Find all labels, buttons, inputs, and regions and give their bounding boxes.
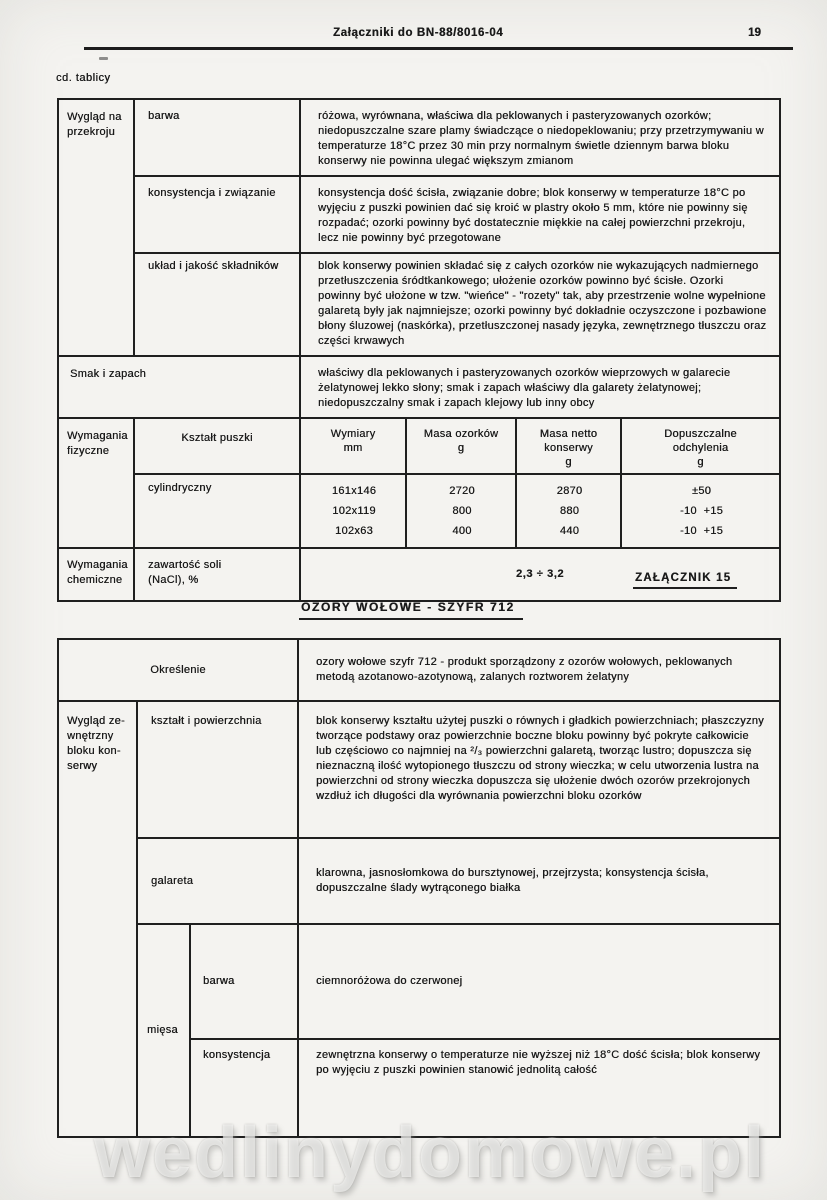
row-label-miesa: [137, 924, 190, 1137]
table-data-row: [58, 474, 780, 548]
column-header-ksztalt-puszki: [134, 418, 300, 474]
row-label-wymagania-chemiczne: [58, 548, 134, 601]
row-label-wyglad-na-przekroju: [58, 99, 134, 356]
param-text: kształt i powierzchnia: [151, 715, 262, 727]
document-title: OZORY WOŁOWE - SZYFR 712: [299, 600, 523, 620]
table-row: [58, 701, 780, 838]
param-cell: [190, 924, 298, 1039]
row-label-text: Wymagania fizyczne: [67, 430, 128, 457]
scan-artifact-dash: [99, 57, 108, 60]
header-rule: [84, 47, 793, 50]
desc-text: ciemnoróżowa do czerwonej: [316, 975, 463, 987]
row-label-text: Wygląd ze- wnętrzny bloku kon- serwy: [67, 715, 125, 772]
dims-cell: [300, 474, 406, 548]
table-row: [58, 99, 780, 176]
desc-text: różowa, wyrównana, właściwa dla peklowanych i pasteryzowanych ozorków; niedopuszczalne szare plamy świadczące o niedopeklowaniu; przy przetrzymywaniu w temperaturze 18°C przez 30 min przy normalnym świetle dziennym barwa bloku konserwy nie powinna ulegać większym zmianom: [318, 110, 764, 167]
param-text: zawartość soli (NaCl), %: [148, 558, 222, 586]
column-header-text: Dopuszczalne odchylenia g: [664, 428, 737, 468]
column-header-masa-netto: [516, 418, 621, 474]
table-row: [58, 924, 780, 1039]
net-mass-values: 2870 880 440: [556, 485, 583, 537]
param-text: barwa: [203, 975, 235, 987]
desc-text: ozory wołowe szyfr 712 - produkt sporządzony z ozorów wołowych, peklowanych metodą azotanowo-azotynową, zalanych roztworem żelatyny: [316, 656, 733, 683]
desc-cell: [300, 253, 780, 356]
table-row: [58, 176, 780, 253]
desc-cell: [298, 639, 780, 701]
param-cell: [134, 176, 300, 253]
column-header-masa-ozorkow: [406, 418, 516, 474]
table-continuation-note: cd. tablicy: [56, 72, 111, 84]
product-spec-table: [57, 638, 781, 1138]
param-cell: [190, 1039, 298, 1137]
param-text: konsystencja: [203, 1049, 271, 1061]
param-cell: [134, 99, 300, 176]
net-mass-cell: [516, 474, 621, 548]
param-cell: [137, 838, 298, 924]
shape-value-cell: [134, 474, 300, 548]
deviation-cell: [621, 474, 780, 548]
desc-cell: [300, 99, 780, 176]
watermark: wedlinydomowe.pl: [94, 1113, 767, 1193]
desc-cell: [298, 924, 780, 1039]
desc-text: blok konserwy kształtu użytej puszki o równych i gładkich powierzchniach; płaszczyzny tworzące podstawy oraz powierzchnie boczne bloku powinny być pokryte całkowicie lub częściowo co najmniej na ²/₃ powierzchni galaretą, tworząc lustro; dopuszcza się nieznaczną ilość wytopionego tłuszczu od strony wieczka; w celu utworzenia lustra na powierzchni od strony wieczka dopuszcza się ułożenie dwóch ozorów przekrojonych wzdłuż ich długości dla wyrównania powierzchni bloku ozorków: [316, 715, 764, 802]
desc-cell: [300, 176, 780, 253]
desc-text: konsystencja dość ścisła, związanie dobre; blok konserwy w temperaturze 18°C po wyjęciu z puszki powinien dać się kroić w plastry około 5 mm, które nie powinny się rozpadać; ozorki powinny być dostatecznie miękkie na całej powierzchni przekroju, lecz nie powinny być przegotowane: [318, 187, 748, 244]
column-header-text: Masa netto konserwy g: [539, 428, 598, 468]
desc-cell: [298, 838, 780, 924]
row-label-text: Smak i zapach: [70, 368, 147, 380]
desc-cell: [298, 701, 780, 838]
table-header-row: [58, 418, 780, 474]
mass-cell: [406, 474, 516, 548]
table-row: [58, 838, 780, 924]
column-header-text: Kształt puszki: [181, 432, 253, 444]
row-label-text: Określenie: [150, 663, 206, 676]
column-header-dopuszczalne-odchylenia: [621, 418, 780, 474]
row-label-wymagania-fizyczne: [58, 418, 134, 548]
column-header-text: Wymiary mm: [330, 428, 376, 454]
table-row: [58, 356, 780, 418]
param-text: układ i jakość składników: [148, 260, 279, 272]
page-number: 19: [748, 27, 761, 39]
desc-cell: [300, 356, 780, 418]
deviation-values: ±50 -10 +15 -10 +15: [679, 485, 724, 537]
salt-content-value: 2,3 ÷ 3,2: [515, 568, 565, 580]
dims-values: 161x146 102x119 102x63: [331, 485, 377, 537]
row-label-smak-i-zapach: [58, 356, 300, 418]
param-cell: [134, 253, 300, 356]
shape-value-text: cylindryczny: [148, 482, 212, 494]
desc-cell: [298, 1039, 780, 1137]
desc-text: zewnętrzna konserwy o temperaturze nie wyższej niż 18°C dość ścisła; blok konserwy po wyjęciu z puszki powinien stanowić jednolitą całość: [316, 1049, 761, 1076]
row-label-text: mięsa: [147, 1024, 178, 1036]
param-text: barwa: [148, 110, 180, 122]
row-label-wyglad-zewnetrzny: [58, 701, 137, 1137]
column-header-text: Masa ozorków g: [423, 428, 499, 454]
desc-text: klarowna, jasnosłomkowa do bursztynowej, przejrzysta; konsystencja ścisła, dopuszczalne ślady wytrąconego białka: [316, 867, 709, 894]
requirements-table: [57, 98, 781, 602]
param-cell: [134, 548, 300, 601]
appendix-label: ZAŁĄCZNIK 15: [633, 572, 737, 589]
mass-values: 2720 800 400: [449, 485, 475, 537]
desc-text: właściwy dla peklowanych i pasteryzowanych ozorków wieprzowych w galarecie żelatynowej lekko słony; smak i zapach właściwy dla galarety żelatynowej; niedopuszczalny smak i zapach klejowy lub inny obcy: [318, 367, 731, 409]
page-header-title: Załączniki do BN-88/8016-04: [333, 27, 504, 39]
param-text: konsystencja i związanie: [148, 187, 276, 199]
row-label-text: Wygląd na przekroju: [67, 111, 122, 138]
param-text: galareta: [151, 874, 194, 887]
table-row: [58, 253, 780, 356]
desc-text: blok konserwy powinien składać się z całych ozorków nie wykazujących nadmiernego przetłuszczenia śródtkankowego; ułożenie ozorków powinno być ścisłe. Ozorki powinny być ułożone w tzw. "wieńce" - "rozety" tak, aby przestrzenie wolne wypełnione galaretą były jak najmniejsze; ozorki powinny być dokładnie oczyszczone i pozbawione błony śluzowej (naskórka), przetłuszczonej nasady języka, zewnętrznego tłuszczu oraz części krwawych: [318, 260, 767, 347]
row-label-text: Wymagania chemiczne: [67, 558, 128, 586]
param-cell: [137, 701, 298, 838]
row-label-okreslenie: [58, 639, 298, 701]
table-row: [58, 639, 780, 701]
column-header-wymiary: [300, 418, 406, 474]
